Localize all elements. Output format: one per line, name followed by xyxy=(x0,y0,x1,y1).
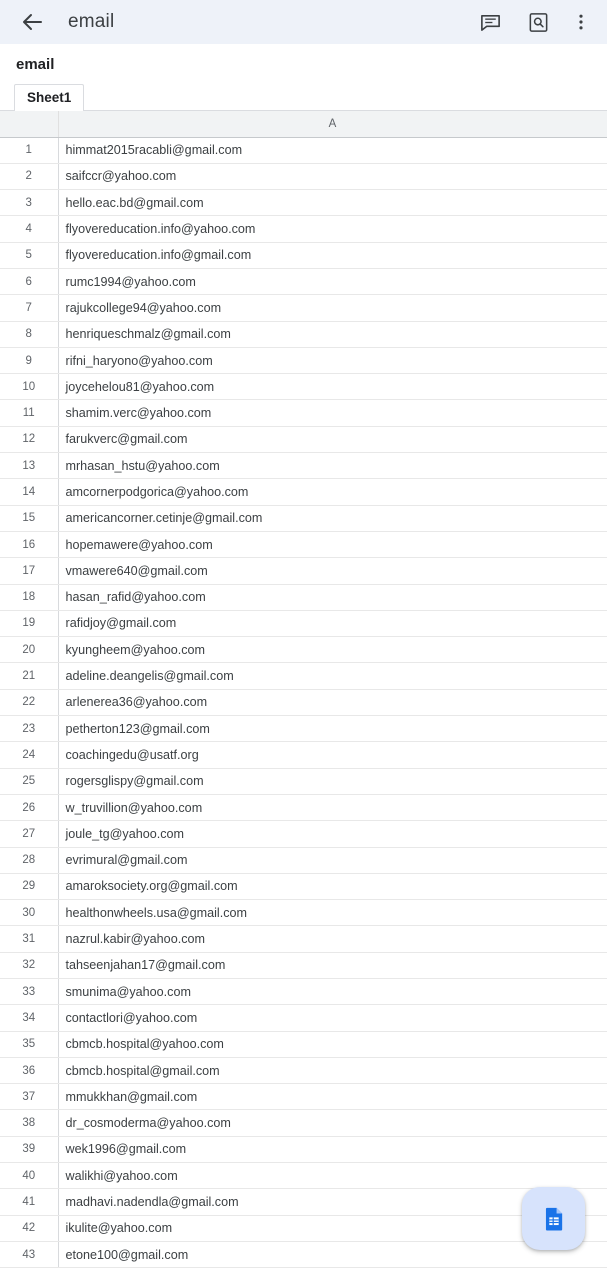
row-header[interactable]: 38 xyxy=(0,1110,58,1136)
grid-cell-a[interactable]: tahseenjahan17@gmail.com xyxy=(58,952,607,978)
row-header[interactable]: 36 xyxy=(0,1057,58,1083)
grid-row[interactable] xyxy=(0,347,607,373)
grid-row[interactable] xyxy=(0,663,607,689)
row-header[interactable]: 35 xyxy=(0,1031,58,1057)
row-header[interactable]: 29 xyxy=(0,873,58,899)
grid-cell-a[interactable]: cbmcb.hospital@yahoo.com xyxy=(58,1031,607,1057)
grid-cell-a[interactable]: walikhi@yahoo.com xyxy=(58,1163,607,1189)
row-header[interactable]: 8 xyxy=(0,321,58,347)
grid-row[interactable] xyxy=(0,558,607,584)
grid-row[interactable] xyxy=(0,190,607,216)
grid-cell-a[interactable]: rifni_haryono@yahoo.com xyxy=(58,347,607,373)
row-header[interactable]: 42 xyxy=(0,1215,58,1241)
row-header[interactable]: 39 xyxy=(0,1136,58,1162)
grid-cell-a[interactable]: himmat2015racabli@gmail.com xyxy=(58,137,607,163)
grid-row[interactable] xyxy=(0,952,607,978)
grid-row[interactable] xyxy=(0,505,607,531)
row-header[interactable]: 6 xyxy=(0,268,58,294)
grid-cell-a[interactable]: evrimural@gmail.com xyxy=(58,847,607,873)
grid-cell-a[interactable]: adeline.deangelis@gmail.com xyxy=(58,663,607,689)
row-header[interactable]: 23 xyxy=(0,716,58,742)
row-header[interactable]: 4 xyxy=(0,216,58,242)
row-header[interactable]: 14 xyxy=(0,479,58,505)
row-header[interactable]: 11 xyxy=(0,400,58,426)
document-title: email xyxy=(0,44,607,81)
grid-row[interactable] xyxy=(0,479,607,505)
grid-row[interactable] xyxy=(0,1005,607,1031)
grid-cell-a[interactable]: rafidjoy@gmail.com xyxy=(58,610,607,636)
grid-cell-a[interactable]: hasan_rafid@yahoo.com xyxy=(58,584,607,610)
grid-row[interactable] xyxy=(0,426,607,452)
row-header[interactable]: 15 xyxy=(0,505,58,531)
grid-row[interactable] xyxy=(0,163,607,189)
grid-row[interactable] xyxy=(0,1110,607,1136)
grid-cell-a[interactable]: joule_tg@yahoo.com xyxy=(58,821,607,847)
grid-cell-a[interactable]: shamim.verc@yahoo.com xyxy=(58,400,607,426)
grid-row[interactable] xyxy=(0,610,607,636)
row-header[interactable]: 32 xyxy=(0,952,58,978)
grid-cell-a[interactable]: rumc1994@yahoo.com xyxy=(58,268,607,294)
grid-cell-a[interactable]: rajukcollege94@yahoo.com xyxy=(58,295,607,321)
grid-cell-a[interactable]: joycehelou81@yahoo.com xyxy=(58,374,607,400)
grid-row[interactable] xyxy=(0,768,607,794)
grid-row[interactable] xyxy=(0,873,607,899)
row-header[interactable]: 25 xyxy=(0,768,58,794)
grid-row[interactable] xyxy=(0,926,607,952)
row-header[interactable]: 20 xyxy=(0,637,58,663)
grid-cell-a[interactable]: dr_cosmoderma@yahoo.com xyxy=(58,1110,607,1136)
grid-row[interactable] xyxy=(0,268,607,294)
grid-cell-a[interactable]: cbmcb.hospital@gmail.com xyxy=(58,1057,607,1083)
grid-row[interactable] xyxy=(0,1189,607,1215)
grid-row[interactable] xyxy=(0,979,607,1005)
grid-cell-a[interactable]: rogersglispy@gmail.com xyxy=(58,768,607,794)
row-header[interactable]: 7 xyxy=(0,295,58,321)
grid-row[interactable] xyxy=(0,900,607,926)
row-header[interactable]: 17 xyxy=(0,558,58,584)
grid-row[interactable] xyxy=(0,321,607,347)
row-header[interactable]: 33 xyxy=(0,979,58,1005)
grid-row[interactable] xyxy=(0,794,607,820)
more-vertical-icon[interactable] xyxy=(569,5,593,39)
row-header[interactable]: 3 xyxy=(0,190,58,216)
grid-cell-a[interactable]: petherton123@gmail.com xyxy=(58,716,607,742)
sheet-tab-strip xyxy=(0,81,607,111)
grid-cell-a[interactable]: saifccr@yahoo.com xyxy=(58,163,607,189)
grid-row[interactable] xyxy=(0,821,607,847)
grid-cell-a[interactable]: madhavi.nadendla@gmail.com xyxy=(58,1189,607,1215)
row-header[interactable]: 12 xyxy=(0,426,58,452)
row-header[interactable]: 2 xyxy=(0,163,58,189)
grid-row[interactable] xyxy=(0,1084,607,1110)
sheets-edit-icon xyxy=(540,1205,568,1233)
row-header[interactable]: 37 xyxy=(0,1084,58,1110)
row-header[interactable]: 24 xyxy=(0,742,58,768)
row-header[interactable]: 40 xyxy=(0,1163,58,1189)
grid-cell-a[interactable]: amaroksociety.org@gmail.com xyxy=(58,873,607,899)
grid-cell-a[interactable]: healthonwheels.usa@gmail.com xyxy=(58,900,607,926)
edit-fab-button[interactable] xyxy=(522,1187,585,1250)
row-header[interactable]: 1 xyxy=(0,137,58,163)
row-header[interactable]: 10 xyxy=(0,374,58,400)
grid-row[interactable] xyxy=(0,1241,607,1267)
row-header[interactable]: 30 xyxy=(0,900,58,926)
grid-cell-a[interactable]: nazrul.kabir@yahoo.com xyxy=(58,926,607,952)
grid-row[interactable] xyxy=(0,295,607,321)
grid-cell-a[interactable]: coachingedu@usatf.org xyxy=(58,742,607,768)
grid-cell-a[interactable]: ikulite@yahoo.com xyxy=(58,1215,607,1241)
grid-cell-a[interactable]: arlenerea36@yahoo.com xyxy=(58,689,607,715)
row-header[interactable]: 34 xyxy=(0,1005,58,1031)
search-in-sheet-icon[interactable] xyxy=(521,5,555,39)
grid-cell-a[interactable]: smunima@yahoo.com xyxy=(58,979,607,1005)
grid-cell-a[interactable]: w_truvillion@yahoo.com xyxy=(58,794,607,820)
grid-row[interactable] xyxy=(0,716,607,742)
grid-row[interactable] xyxy=(0,584,607,610)
row-header[interactable]: 31 xyxy=(0,926,58,952)
comment-icon[interactable] xyxy=(473,5,507,39)
grid-row[interactable] xyxy=(0,847,607,873)
grid-row[interactable] xyxy=(0,1057,607,1083)
grid-cell-a[interactable]: mmukkhan@gmail.com xyxy=(58,1084,607,1110)
row-header[interactable]: 43 xyxy=(0,1241,58,1267)
column-header-a[interactable]: A xyxy=(58,111,607,137)
app-bar xyxy=(0,0,607,44)
grid-cell-a[interactable]: americancorner.cetinje@gmail.com xyxy=(58,505,607,531)
grid-row[interactable] xyxy=(0,689,607,715)
grid-cell-a[interactable]: henriqueschmalz@gmail.com xyxy=(58,321,607,347)
grid-cell-a[interactable]: hopemawere@yahoo.com xyxy=(58,531,607,557)
row-header[interactable]: 13 xyxy=(0,453,58,479)
grid-cell-a[interactable]: mrhasan_hstu@yahoo.com xyxy=(58,453,607,479)
grid-row[interactable] xyxy=(0,374,607,400)
row-header[interactable]: 16 xyxy=(0,531,58,557)
row-header[interactable]: 26 xyxy=(0,794,58,820)
grid-cell-a[interactable]: wek1996@gmail.com xyxy=(58,1136,607,1162)
sheet-tab-sheet1[interactable]: Sheet1 xyxy=(14,84,84,111)
grid-cell-a[interactable]: kyungheem@yahoo.com xyxy=(58,637,607,663)
grid-cell-a[interactable]: vmawere640@gmail.com xyxy=(58,558,607,584)
grid-corner[interactable] xyxy=(0,111,58,137)
row-header[interactable]: 28 xyxy=(0,847,58,873)
grid-cell-a[interactable]: flyovereducation.info@yahoo.com xyxy=(58,216,607,242)
row-header[interactable]: 21 xyxy=(0,663,58,689)
spreadsheet-grid[interactable] xyxy=(0,111,607,1268)
grid-row[interactable] xyxy=(0,1215,607,1241)
grid-row[interactable] xyxy=(0,1163,607,1189)
row-header[interactable]: 5 xyxy=(0,242,58,268)
row-header[interactable]: 41 xyxy=(0,1189,58,1215)
grid-row[interactable] xyxy=(0,742,607,768)
grid-row[interactable] xyxy=(0,216,607,242)
row-header[interactable]: 19 xyxy=(0,610,58,636)
grid-row[interactable] xyxy=(0,400,607,426)
grid-cell-a[interactable]: hello.eac.bd@gmail.com xyxy=(58,190,607,216)
grid-row[interactable] xyxy=(0,242,607,268)
grid-row[interactable] xyxy=(0,637,607,663)
row-header[interactable]: 27 xyxy=(0,821,58,847)
row-header[interactable]: 9 xyxy=(0,347,58,373)
grid-cell-a[interactable]: contactlori@yahoo.com xyxy=(58,1005,607,1031)
column-header-row xyxy=(0,111,607,137)
grid-row[interactable] xyxy=(0,531,607,557)
grid-row[interactable] xyxy=(0,1136,607,1162)
grid-row[interactable] xyxy=(0,453,607,479)
grid-cell-a[interactable]: amcornerpodgorica@yahoo.com xyxy=(58,479,607,505)
grid-cell-a[interactable]: etone100@gmail.com xyxy=(58,1241,607,1267)
row-header[interactable]: 18 xyxy=(0,584,58,610)
grid-cell-a[interactable]: flyovereducation.info@gmail.com xyxy=(58,242,607,268)
row-header[interactable]: 22 xyxy=(0,689,58,715)
grid-cell-a[interactable]: farukverc@gmail.com xyxy=(58,426,607,452)
grid-row[interactable] xyxy=(0,137,607,163)
app-bar-title: email xyxy=(68,11,115,32)
arrow-back-icon[interactable] xyxy=(20,9,46,35)
grid-row[interactable] xyxy=(0,1031,607,1057)
